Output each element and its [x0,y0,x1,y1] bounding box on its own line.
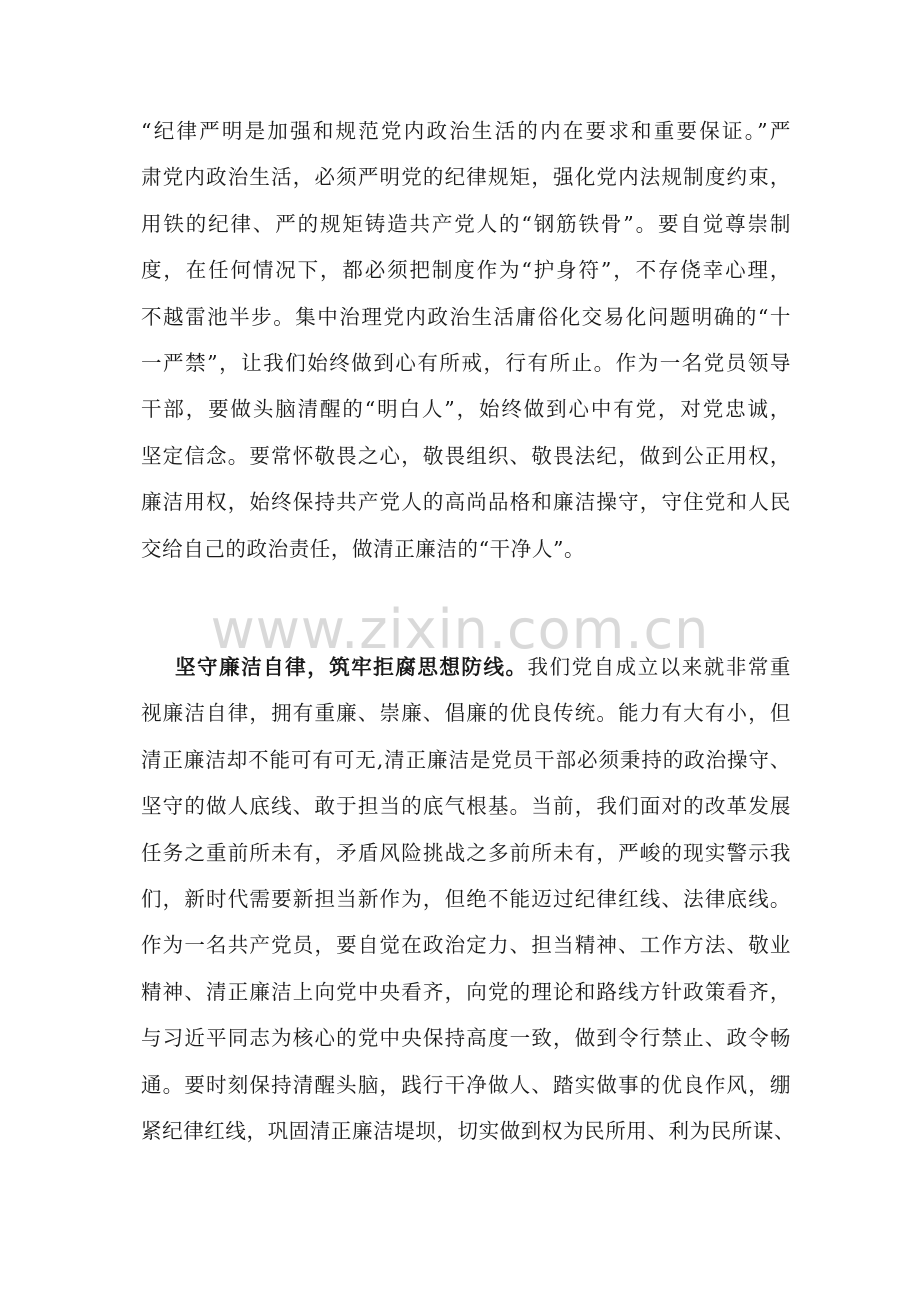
text-line: 与习近平同志为核心的党中央保持高度一致，做到令行禁止、政令畅 [141,1026,791,1051]
paragraph-lead-heading: 坚守廉洁自律，筑牢拒腐思想防线。 [175,655,528,679]
text-line-first [141,644,791,690]
text-line: 廉洁用权，始终保持共产党人的高尚品格和廉洁操守，守住党和人民 [141,490,791,515]
text-line: 度，在任何情况下，都必须把制度作为“护身符”，不存侥幸心理， [141,258,791,283]
text-line: 清正廉洁却不能可有可无,清正廉洁是党员干部必须秉持的政治操守、 [141,747,791,772]
text-line: 交给自己的政治责任，做清正廉洁的“干净人”。 [141,536,586,561]
text-line: 们，新时代需要新担当新作为，但绝不能迈过纪律红线、法律底线。 [141,887,791,912]
text-line: 通。要时刻保持清醒头脑，践行干净做人、踏实做事的优良作风，绷 [141,1072,791,1097]
text-line: 作为一名共产党员，要自觉在政治定力、担当精神、工作方法、敬业 [141,933,791,958]
text-line-rest: 我们党自成立以来就非常重 [527,655,791,679]
text-line: 肃党内政治生活，必须严明党的纪律规矩，强化党内法规制度约束， [141,165,791,190]
text-line: 精神、清正廉洁上向党中央看齐，向党的理论和路线方针政策看齐， [141,979,791,1004]
paragraph-integrity [141,644,796,1154]
text-line: 一严禁”，让我们始终做到心有所戒，行有所止。作为一名党员领导 [141,351,791,376]
text-line: 用铁的纪律、严的规矩铸造共产党人的“钢筋铁骨”。要自觉尊崇制 [141,211,791,236]
text-line: 视廉洁自律，拥有重廉、崇廉、倡廉的优良传统。能力有大有小，但 [141,701,791,726]
text-line: 干部，要做头脑清醒的“明白人”，始终做到心中有党，对党忠诚， [141,397,791,422]
text-line: 紧纪律红线，巩固清正廉洁堤坝，切实做到权为民所用、利为民所谋、 [141,1119,796,1144]
text-line: 坚守的做人底线、敢于担当的底气根基。当前，我们面对的改革发展 [141,794,791,819]
text-line: 坚定信念。要常怀敬畏之心，敬畏组织、敬畏法纪，做到公正用权， [141,443,791,468]
watermark: www.zixin.com.cn [210,598,710,661]
text-line: 任务之重前所未有，矛盾风险挑战之多前所未有，严峻的现实警示我 [141,840,791,865]
paragraph-discipline [141,108,791,572]
text-line: “纪律严明是加强和规范党内政治生活的内在要求和重要保证。”严 [141,119,791,143]
text-line: 不越雷池半步。集中治理党内政治生活庸俗化交易化问题明确的“十 [141,304,791,329]
